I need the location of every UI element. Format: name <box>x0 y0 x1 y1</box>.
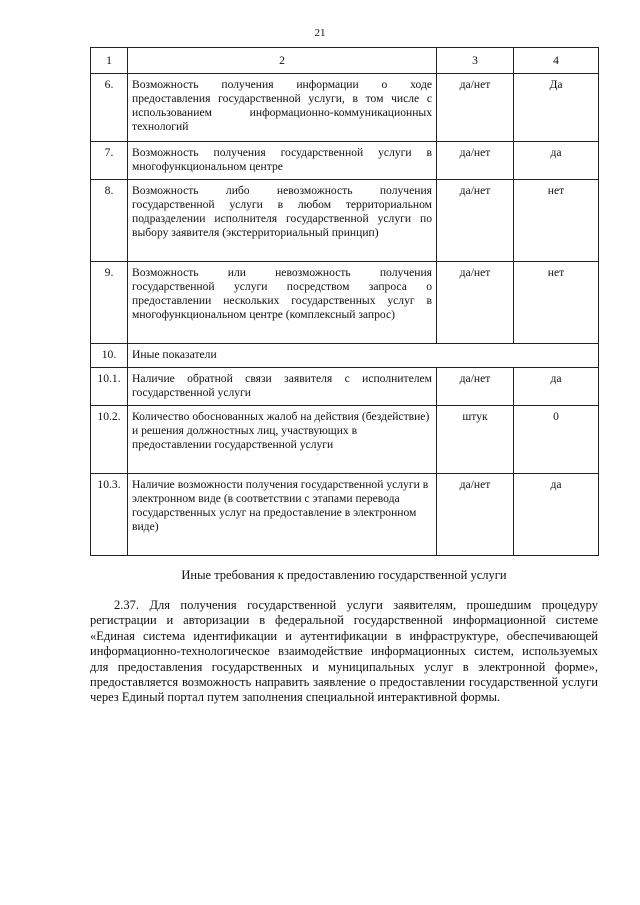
table-row <box>91 262 599 344</box>
row-value: да <box>514 368 599 406</box>
table-row <box>91 406 599 474</box>
table-row <box>91 368 599 406</box>
row-unit: да/нет <box>437 180 514 262</box>
section-row-title: Иные показатели <box>128 344 599 368</box>
column-header: 2 <box>128 48 437 74</box>
row-description: Возможность получения государственной услуги в многофункциональном центре <box>128 142 437 180</box>
row-number: 6. <box>91 74 128 142</box>
row-unit: штук <box>437 406 514 474</box>
row-number: 10.1. <box>91 368 128 406</box>
table-header-row <box>91 48 599 74</box>
row-number: 10.2. <box>91 406 128 474</box>
row-description: Возможность или невозможность получения государственной услуги посредством запроса о предоставлении нескольких государственных услуг в многофункциональном центре (комплексный запрос) <box>128 262 437 344</box>
row-value: Да <box>514 74 599 142</box>
page-number: 21 <box>314 27 326 39</box>
section-heading: Иные требования к предоставлению государственной услуги <box>181 568 507 582</box>
row-description: Количество обоснованных жалоб на действия (бездействие) и решения должностных лиц, участвующих в предоставлении государственной услуги <box>128 406 437 474</box>
row-unit: да/нет <box>437 368 514 406</box>
row-description: Возможность либо невозможность получения государственной услуги в любом территориальном подразделении исполнителя государственной услуги по выбору заявителя (экстерриториальный принцип) <box>128 180 437 262</box>
row-value: да <box>514 142 599 180</box>
row-description: Наличие возможности получения государственной услуги в электронном виде (в соответствии с этапами перевода государственных услуг на предоставление в электронном виде) <box>128 474 437 556</box>
body-paragraph: 2.37. Для получения государственной услуги заявителям, прошедшим процедуру регистрации и авторизации в федеральной государственной информационной системе «Единая система идентификации и аутентификации в инфраструктуре, обеспечивающей информационно-технологическое взаимодействие информационных систем, используемых для предоставления государственных и муниципальных услуг в электронной форме», предоставляется возможность направить заявление о предоставлении государственной услуги через Единый портал путем заполнения специальной интерактивной формы. <box>90 598 598 705</box>
row-number: 7. <box>91 142 128 180</box>
row-number: 10.3. <box>91 474 128 556</box>
section-row <box>91 344 599 368</box>
row-unit: да/нет <box>437 142 514 180</box>
table-row <box>91 474 599 556</box>
row-number: 8. <box>91 180 128 262</box>
indicators-table <box>90 47 599 556</box>
row-unit: да/нет <box>437 74 514 142</box>
row-value: нет <box>514 180 599 262</box>
table-row <box>91 74 599 142</box>
row-unit: да/нет <box>437 474 514 556</box>
row-value: да <box>514 474 599 556</box>
row-number: 9. <box>91 262 128 344</box>
column-header: 1 <box>91 48 128 74</box>
row-description: Наличие обратной связи заявителя с исполнителем государственной услуги <box>128 368 437 406</box>
table-row <box>91 180 599 262</box>
row-value: нет <box>514 262 599 344</box>
row-value: 0 <box>514 406 599 474</box>
column-header: 4 <box>514 48 599 74</box>
table-row <box>91 142 599 180</box>
row-unit: да/нет <box>437 262 514 344</box>
column-header: 3 <box>437 48 514 74</box>
row-number: 10. <box>91 344 128 368</box>
row-description: Возможность получения информации о ходе предоставления государственной услуги, в том числе с использованием информационно-коммуникационных технологий <box>128 74 437 142</box>
